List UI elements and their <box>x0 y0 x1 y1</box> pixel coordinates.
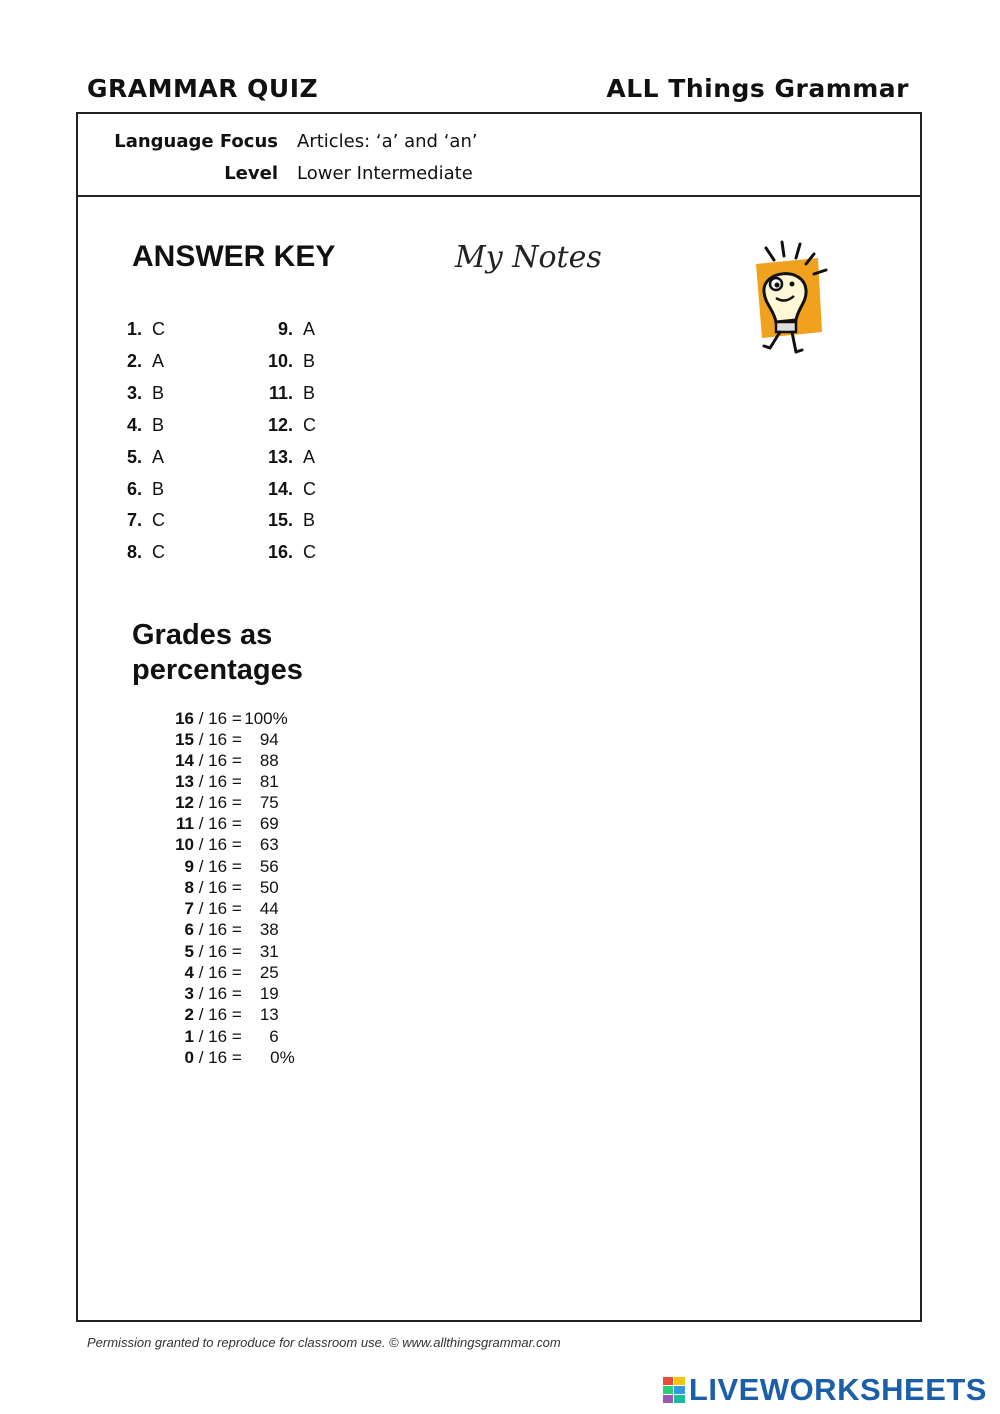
grade-row <box>150 1027 279 1047</box>
grade-total: / 16 = <box>198 1048 242 1067</box>
grade-row <box>150 1005 279 1025</box>
question-number: 2. <box>126 351 142 371</box>
answer-item <box>107 351 164 372</box>
question-number: 6. <box>126 479 142 499</box>
grades-title: Grades as percentages <box>132 619 303 686</box>
answer-item <box>256 510 315 531</box>
answer-item <box>256 447 315 468</box>
answer-letter: A <box>152 351 165 371</box>
grade-total: / 16 = <box>198 751 242 770</box>
grade-total: / 16 = <box>198 772 242 791</box>
grade-total: / 16 = <box>198 984 242 1003</box>
quiz-title: GRAMMAR QUIZ <box>87 74 319 103</box>
answer-letter: A <box>152 447 165 467</box>
answer-letter: C <box>303 542 316 562</box>
grade-percent: 63 <box>259 835 279 854</box>
liveworksheets-watermark[interactable] <box>663 1373 987 1407</box>
question-number: 1. <box>126 319 142 339</box>
grade-score: 3 <box>184 984 194 1003</box>
grade-total: / 16 = <box>198 814 242 833</box>
answer-item <box>107 319 165 340</box>
grade-total: / 16 = <box>198 963 242 982</box>
answer-letter: C <box>152 510 165 530</box>
question-number: 12. <box>267 415 293 435</box>
grade-row <box>150 835 279 855</box>
grade-score: 13 <box>175 772 194 791</box>
grade-score: 0 <box>184 1048 194 1067</box>
answer-letter: C <box>152 542 165 562</box>
grade-row <box>150 963 279 983</box>
publisher-title: ALL Things Grammar <box>606 74 909 103</box>
grade-row <box>150 772 279 792</box>
grade-score: 16 <box>175 709 194 728</box>
answer-item <box>256 319 315 340</box>
answer-letter: B <box>152 479 165 499</box>
answer-item <box>107 510 165 531</box>
grade-percent: 75 <box>259 793 279 812</box>
grade-percent: 56 <box>259 857 279 876</box>
grade-total: / 16 = <box>198 730 242 749</box>
answer-item <box>107 383 164 404</box>
question-number: 3. <box>126 383 142 403</box>
question-number: 14. <box>267 479 293 499</box>
grade-total: / 16 = <box>198 1005 242 1024</box>
grade-percent: 19 <box>259 984 279 1003</box>
grade-percent: 25 <box>259 963 279 982</box>
answer-item <box>256 479 316 500</box>
level-value: Lower Intermediate <box>297 163 473 184</box>
grade-percent: 50 <box>259 878 279 897</box>
meta-divider <box>78 195 920 197</box>
grade-row <box>150 1048 295 1068</box>
grade-score: 1 <box>184 1027 194 1046</box>
grade-total: / 16 = <box>198 878 242 897</box>
question-number: 5. <box>126 447 142 467</box>
liveworksheets-text: LIVEWORKSHEETS <box>688 1372 987 1407</box>
permission-footer: Permission granted to reproduce for classroom use. © www.allthingsgrammar.com <box>87 1335 561 1350</box>
answer-item <box>256 542 316 563</box>
grade-score: 14 <box>175 751 194 770</box>
answer-letter: A <box>303 447 316 467</box>
answer-letter: C <box>303 415 316 435</box>
grade-total: / 16 = <box>198 709 242 728</box>
grade-total: / 16 = <box>198 835 242 854</box>
grade-score: 11 <box>176 814 194 833</box>
grade-row <box>150 751 279 771</box>
question-number: 11. <box>268 383 293 403</box>
grade-score: 9 <box>184 857 194 876</box>
answer-item <box>256 383 315 404</box>
grade-score: 15 <box>175 730 194 749</box>
question-number: 4. <box>126 415 142 435</box>
answer-item <box>107 447 164 468</box>
answer-letter: B <box>152 415 165 435</box>
grade-percent: 94 <box>259 730 279 749</box>
grade-percent: 81 <box>259 772 279 791</box>
grade-percent: 88 <box>259 751 279 770</box>
grade-total: / 16 = <box>198 942 242 961</box>
answer-letter: A <box>303 319 316 339</box>
answer-letter: C <box>152 319 165 339</box>
grade-percent: 44 <box>259 899 279 918</box>
grade-score: 5 <box>184 942 194 961</box>
answer-item <box>107 479 164 500</box>
grade-score: 8 <box>184 878 194 897</box>
grade-total: / 16 = <box>198 857 242 876</box>
level-label: Level <box>224 163 278 184</box>
answer-letter: B <box>303 383 316 403</box>
answer-letter: C <box>303 479 316 499</box>
answer-item <box>256 415 316 436</box>
answer-item <box>107 415 164 436</box>
grade-row <box>150 857 279 877</box>
grade-percent: 69 <box>259 814 279 833</box>
language-focus-label: Language Focus <box>114 131 278 152</box>
grade-score: 12 <box>175 793 194 812</box>
language-focus-value: Articles: ‘a’ and ‘an’ <box>297 131 478 152</box>
grade-total: / 16 = <box>198 793 242 812</box>
question-number: 9. <box>277 319 293 339</box>
grade-row <box>150 793 279 813</box>
grade-row <box>150 984 279 1004</box>
liveworksheets-logo-icon <box>663 1377 685 1403</box>
grade-percent: 31 <box>259 942 279 961</box>
grade-percent: 13 <box>259 1005 279 1024</box>
grade-total: / 16 = <box>198 1027 242 1046</box>
grade-percent: 38 <box>259 920 279 939</box>
question-number: 7. <box>126 510 142 530</box>
grade-score: 2 <box>184 1005 194 1024</box>
question-number: 10. <box>267 351 293 371</box>
question-number: 8. <box>126 542 142 562</box>
grade-total: / 16 = <box>198 920 242 939</box>
grade-total: / 16 = <box>198 899 242 918</box>
grade-row <box>150 878 279 898</box>
grade-score: 7 <box>184 899 194 918</box>
my-notes-title: My Notes <box>455 240 602 275</box>
grade-row <box>150 899 279 919</box>
grade-row <box>150 942 279 962</box>
answer-key-title: ANSWER KEY <box>132 240 336 273</box>
question-number: 15. <box>267 510 293 530</box>
grade-row <box>150 709 288 729</box>
grade-score: 4 <box>184 963 194 982</box>
grade-percent: 0% <box>270 1048 295 1067</box>
lightbulb-character-icon <box>752 240 832 358</box>
answer-letter: B <box>303 351 316 371</box>
grade-percent: 6 <box>269 1027 279 1046</box>
grade-score: 10 <box>175 835 194 854</box>
grade-score: 6 <box>184 920 194 939</box>
question-number: 13. <box>267 447 293 467</box>
answer-item <box>107 542 165 563</box>
grade-row <box>150 814 279 834</box>
question-number: 16. <box>267 542 293 562</box>
grade-row <box>150 730 279 750</box>
answer-letter: B <box>303 510 316 530</box>
grade-percent: 100% <box>244 709 288 728</box>
grade-row <box>150 920 279 940</box>
answer-item <box>256 351 315 372</box>
answer-letter: B <box>152 383 165 403</box>
